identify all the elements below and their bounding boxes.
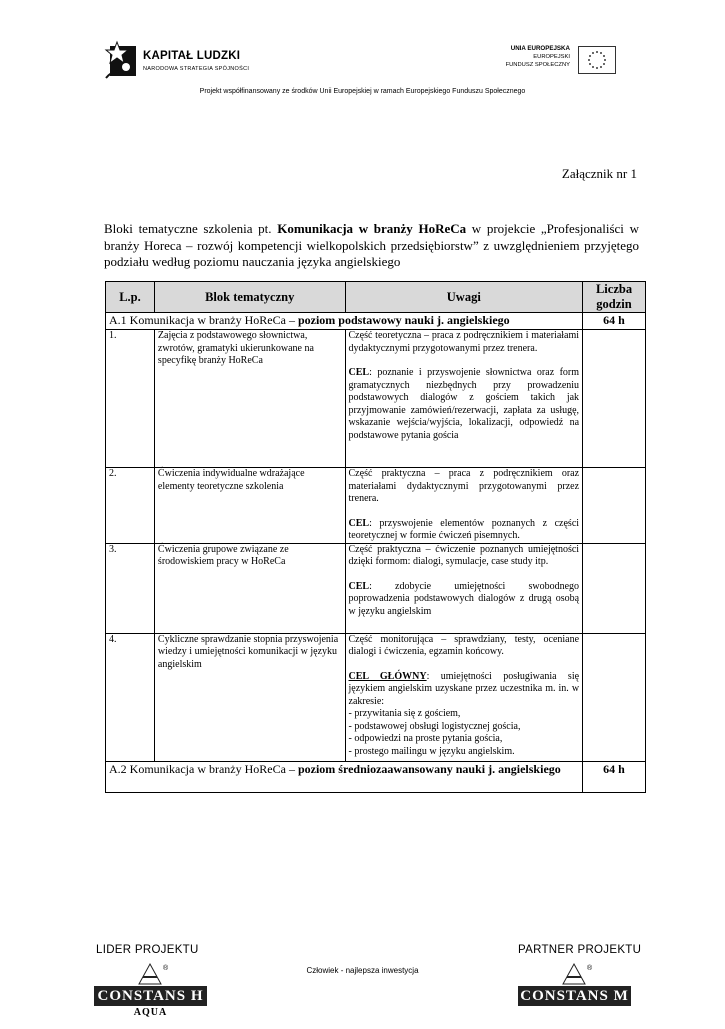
row-uwagi xyxy=(345,330,583,468)
constans-m-logo xyxy=(518,962,631,1024)
section-a2-hours: 64 h xyxy=(583,761,646,792)
eu-label-line1: UNIA EUROPEJSKA xyxy=(510,45,570,52)
training-blocks-table xyxy=(105,281,646,793)
header-liczba-godzin: Liczba godzin xyxy=(583,282,646,313)
row-cel-label: CEL xyxy=(348,580,370,592)
table-row xyxy=(106,330,646,468)
row-uwagi-cel xyxy=(349,671,580,709)
cofinancing-note: Projekt współfinansowany ze środków Unii Europejskiej w ramach Europejskiego Funduszu Społecznego xyxy=(199,88,526,95)
section-a2-prefix: A.2 Komunikacja w branży HoReCa – xyxy=(109,761,298,776)
header-blok: Blok tematyczny xyxy=(154,282,345,313)
row-uwagi-cel xyxy=(349,581,580,619)
row-uwagi-intro: Część monitorująca – sprawdziany, testy, oceniane dialogi i ćwiczenia, egzamin końcowy. xyxy=(348,633,580,657)
row-lp: 4. xyxy=(106,633,155,761)
kapital-ludzki-title: KAPITAŁ LUDZKI xyxy=(143,50,241,62)
intro-part2: w projekcie „Profesjonaliści w branży Horeca – rozwój kompetencji wielkopolskich przedsiębiorstw” z uwzględnieniem przyjętego podziału według poziomu nauczania języka angielskiego xyxy=(104,221,639,269)
section-a2-level: poziom średniozaawansowany nauki j. angielskiego xyxy=(297,761,561,776)
project-partner-label: PARTNER PROJEKTU xyxy=(518,944,642,956)
constans-aqua-logo xyxy=(94,962,207,1024)
section-a1-title xyxy=(106,313,583,330)
row-cel-label: CEL xyxy=(348,517,370,529)
annex-label: Załącznik nr 1 xyxy=(561,166,637,181)
row-cel-label: CEL xyxy=(348,367,370,378)
row-cel-text: : przyswojenie elementów poznanych z części teoretycznej w formie ćwiczeń pisemnych. xyxy=(348,517,580,541)
footer-tagline: Człowiek - najlepsza inwestycja xyxy=(306,966,419,975)
intro-paragraph xyxy=(104,221,639,271)
eu-label-line3: FUNDUSZ SPOŁECZNY xyxy=(505,62,570,68)
row-uwagi-cel xyxy=(349,367,580,442)
table-row xyxy=(106,543,646,633)
section-a2-title xyxy=(106,761,583,792)
table-row xyxy=(106,633,646,761)
row-blok: Zajęcia z podstawowego słownictwa, zwrotów, gramatyki ukierunkowane na specyfikę branży HoReCa xyxy=(154,330,345,468)
partner-logo-line1: CONSTANS M xyxy=(520,988,629,1004)
section-a1-prefix: A.1 Komunikacja w branży HoReCa – xyxy=(109,313,298,327)
row-lp: 1. xyxy=(106,330,155,468)
intro-course-title: Komunikacja w branży HoReCa xyxy=(277,221,467,236)
eu-label-line2: EUROPEJSKI xyxy=(533,54,570,60)
row-lp: 3. xyxy=(106,543,155,633)
header-lp: L.p. xyxy=(106,282,155,313)
svg-text:®: ® xyxy=(587,965,593,972)
list-item: - podstawowej obsługi logistycznej gościa, xyxy=(349,721,580,734)
kapital-ludzki-subtitle: NARODOWA STRATEGIA SPÓJNOŚCI xyxy=(143,66,250,72)
row-cel-text: : poznanie i przyswojenie słownictwa oraz form gramatycznych niezbędnych przy prowadzeniu podstawowych dialogów z gościem takich jak przyjmowanie zamówień/rezerwacji, zapłata za usługę, wskazanie wejścia/wyjścia, lokalizacji, odpowiedź na podstawowe pytania gościa xyxy=(348,367,580,441)
lider-logo-line1: CONSTANS H xyxy=(97,988,204,1004)
kapital-ludzki-star-icon xyxy=(104,40,138,80)
row-uwagi-intro: Część praktyczna – ćwiczenie poznanych umiejętności dzięki formom: dialogi, symulacje, case study itp. xyxy=(348,543,580,567)
table-row xyxy=(106,468,646,544)
table-header-row xyxy=(106,282,646,313)
list-item: - prostego mailingu w języku angielskim. xyxy=(349,746,580,759)
svg-text:®: ® xyxy=(163,965,169,972)
row-uwagi-intro: Część praktyczna – praca z podręcznikiem oraz materiałami dydaktycznymi przygotowanymi przez trenera. xyxy=(348,468,580,504)
section-a1-level: poziom podstawowy nauki j. angielskiego xyxy=(297,313,510,327)
row-uwagi-cel xyxy=(349,518,580,543)
row-uwagi-bullets xyxy=(349,708,580,758)
list-item: - przywitania się z gościem, xyxy=(349,708,580,721)
row-uwagi xyxy=(345,633,583,761)
row-uwagi xyxy=(345,468,583,544)
section-a1-hours: 64 h xyxy=(583,313,646,330)
row-cel-text: : zdobycie umiejętności swobodnego poprowadzenia podstawowych dialogów z drugą osobą w języku angielskim xyxy=(348,580,580,617)
row-hours xyxy=(583,468,646,544)
eu-flag-icon xyxy=(578,46,616,74)
section-a2-row xyxy=(106,761,646,792)
row-uwagi-intro: Część teoretyczna – praca z podręcznikiem i materiałami dydaktycznymi przygotowanymi przez trenera. xyxy=(348,330,580,354)
row-hours xyxy=(583,330,646,468)
row-uwagi xyxy=(345,543,583,633)
lider-logo-line2: AQUA xyxy=(133,1007,168,1018)
row-blok: Cykliczne sprawdzanie stopnia przyswojenia wiedzy i umiejętności komunikacji w języku angielskim xyxy=(154,633,345,761)
row-cel-label: CEL GŁÓWNY xyxy=(348,670,427,682)
row-hours xyxy=(583,633,646,761)
intro-part1: Bloki tematyczne szkolenia pt. xyxy=(104,221,278,236)
project-leader-label: LIDER PROJEKTU xyxy=(96,944,199,956)
row-lp: 2. xyxy=(106,468,155,544)
row-blok: Ćwiczenia indywidualne wdrażające elementy teoretyczne szkolenia xyxy=(154,468,345,544)
header-uwagi: Uwagi xyxy=(345,282,583,313)
eu-label xyxy=(482,45,570,69)
row-blok: Ćwiczenia grupowe związane ze środowiskiem pracy w HoReCa xyxy=(154,543,345,633)
row-hours xyxy=(583,543,646,633)
section-a1-row xyxy=(106,313,646,330)
row-cel-text: : umiejętności posługiwania się językiem angielskim uzyskane przez uczestnika m. in. w zakresie: xyxy=(348,670,580,707)
list-item: - odpowiedzi na proste pytania gościa, xyxy=(349,733,580,746)
